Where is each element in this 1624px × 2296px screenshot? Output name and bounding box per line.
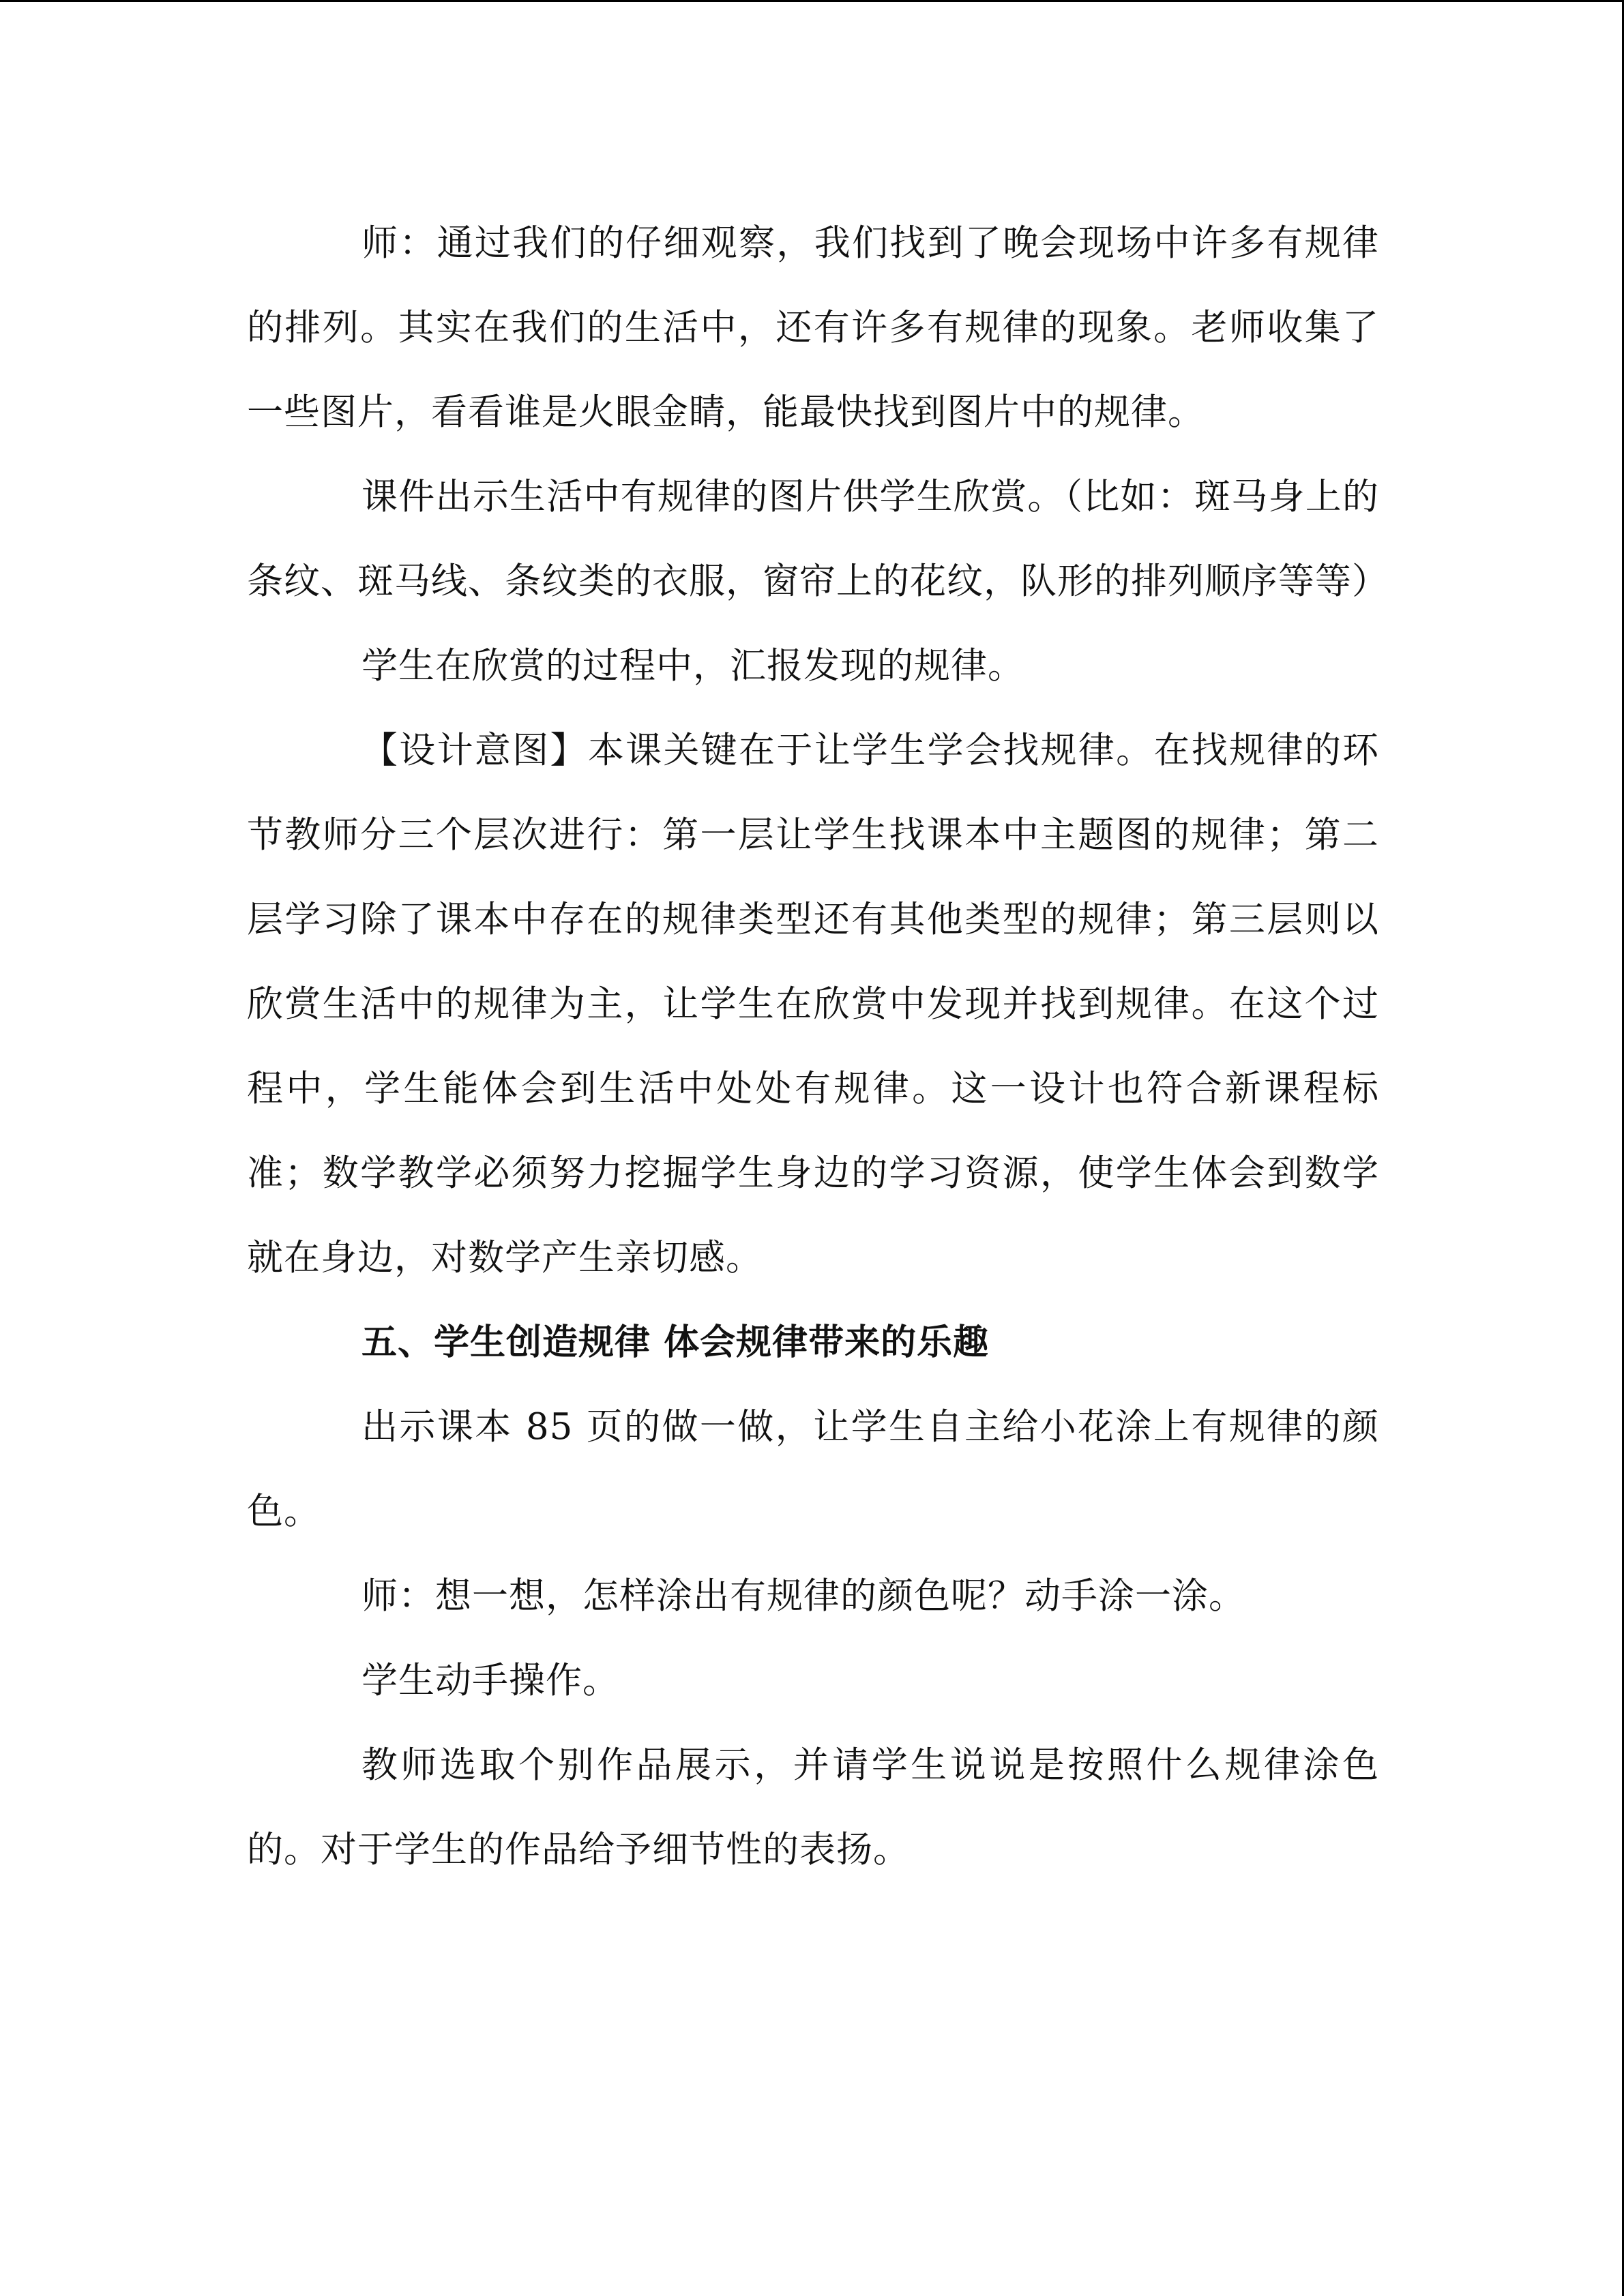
paragraph-teacher-observation: 师：通过我们的仔细观察，我们找到了晚会现场中许多有规律的排列。其实在我们的生活中，还有许多有规律的现象。老师收集了一些图片，看看谁是火眼金睛，能最快找到图片中的规律。 (247, 222, 1379, 433)
page-top-border (0, 0, 1624, 2)
document-body (247, 201, 1389, 1892)
section-heading: 五、学生创造规律 体会规律带来的乐趣 (361, 1322, 990, 1363)
paragraph-courseware-images: 课件出示生活中有规律的图片供学生欣赏。（比如：斑马身上的条纹、斑马线、条纹类的衣服，窗帘上的花纹，队形的排列顺序等等） (247, 476, 1389, 602)
paragraph-design-intent: 【设计意图】本课关键在于让学生学会找规律。在找规律的环节教师分三个层次进行：第一层让学生找课本中主题图的规律；第二层学习除了课本中存在的规律类型还有其他类型的规律；第三层则以欣赏生活中的规律为主，让学生在欣赏中发现并找到规律。在这个过程中，学生能体会到生活中处处有规律。这一设计也符合新课程标准；数学教学必须努力挖掘学生身边的学习资源，使学生体会到数学就在身边，对数学产生亲切感。 (247, 730, 1379, 1279)
paragraph-student-report: 学生在欣赏的过程中，汇报发现的规律。 (361, 645, 1024, 687)
paragraph-work-display: 教师选取个别作品展示，并请学生说说是按照什么规律涂色的。对于学生的作品给予细节性的表扬。 (247, 1744, 1379, 1870)
paragraph-textbook-activity: 出示课本 85 页的做一做，让学生自主给小花涂上有规律的颜色。 (247, 1406, 1379, 1532)
paragraph-teacher-question: 师：想一想，怎样涂出有规律的颜色呢？动手涂一涂。 (361, 1575, 1245, 1617)
paragraph-student-practice: 学生动手操作。 (361, 1660, 619, 1701)
